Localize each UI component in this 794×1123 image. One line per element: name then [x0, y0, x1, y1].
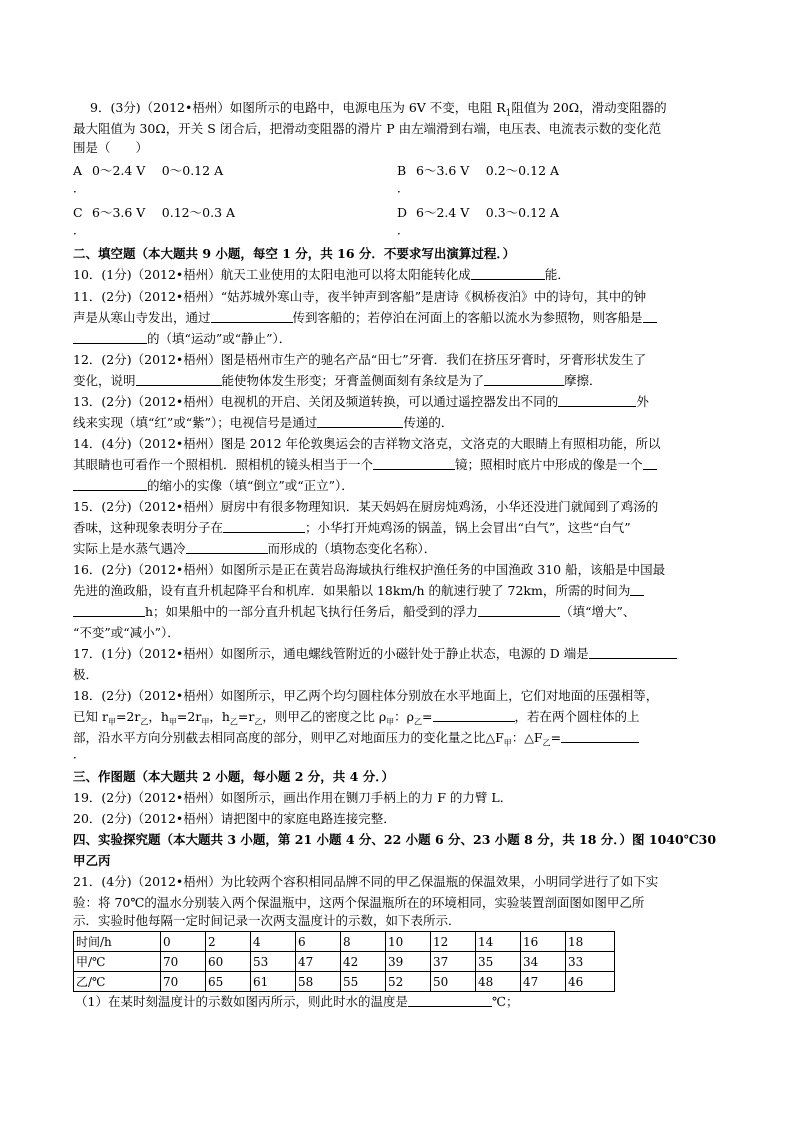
table-cell: 0	[161, 932, 206, 952]
q9-option-d[interactable]: 6～2.4 V 0.3～0.12 A	[416, 205, 560, 220]
table-cell: 47	[521, 972, 566, 992]
table-cell: 50	[431, 972, 476, 992]
q12-line-1: 12．(2分)（2012•梧州）图是梧州市生产的驰名产品“田七”牙膏．我们在挤压牙膏时，牙膏形状发生了	[73, 352, 647, 367]
q19: 19．(2分)（2012•梧州）如图所示，画出作用在铡刀手柄上的力 F 的力臂 L．	[73, 790, 513, 805]
q9-dot-c: ．	[73, 223, 86, 237]
table-cell: 46	[566, 972, 615, 992]
q18-line-1: 18．(2分)（2012•梧州）如图所示，甲乙两个均匀圆柱体分别放在水平地面上，它们对地面的压强相等，	[73, 688, 659, 703]
table-row-header: 时间/h	[74, 932, 161, 952]
q14-line-3: 的缩小的实像（填“倒立”或“正立”）．	[73, 479, 354, 493]
q9-option-b[interactable]: 6～3.6 V 0.2～0.12 A	[416, 163, 560, 178]
q13-blank-1[interactable]	[558, 395, 636, 407]
table-cell: 6	[296, 932, 341, 952]
q9-line-1: 9．(3分)（2012•梧州）如图所示的电路中，电源电压为 6V 不变，电阻 $R_1$阻值为 20Ω，滑动变阻器的	[90, 100, 667, 119]
q11-line-1: 11．(2分)（2012•梧州）“姑苏城外寒山寺，夜半钟声到客船”是唐诗《枫桥夜泊》中的诗句，其中的钟	[73, 289, 647, 304]
table-cell: 60	[206, 952, 251, 972]
section-4-heading: 四、实验探究题（本大题共 3 小题，第 21 小题 4 分、22 小题 6 分、23 小题 8 分，共 18 分．）图 1040℃30	[73, 832, 717, 847]
table-cell: 16	[521, 932, 566, 952]
q9-line-2: 最大阻值为 30Ω，开关 S 闭合后，把滑动变阻器的滑片 P 由左端滑到右端，电压表、电流表示数的变化范	[73, 121, 662, 136]
q11-blank-2-start[interactable]	[643, 311, 657, 323]
q11-blank-1[interactable]	[211, 311, 293, 323]
table-cell: 70	[161, 952, 206, 972]
q10: 10．(1分)（2012•梧州）航天工业使用的太阳电池可以将太阳能转化成 能．	[73, 267, 570, 282]
q9-option-c-letter[interactable]: C	[73, 205, 83, 220]
table-cell: 2	[206, 932, 251, 952]
q14-blank-2[interactable]	[73, 479, 147, 491]
section-2-heading: 二、填空题（本大题共 9 小题，每空 1 分，共 16 分．不要求写出演算过程．）	[73, 246, 516, 261]
q18-line-2: 已知 $r_甲=2r_乙$，$h_甲=2r_甲$，$h_乙=r_乙$，则甲乙的密度之比 $\rho_甲$：$\rho_乙=$ ，若在两个圆柱体的上	[73, 709, 640, 727]
table-cell: 35	[476, 952, 521, 972]
q13-line-2: 线来实现（填“红”或“紫”）；电视信号是通过 传递的．	[73, 415, 454, 430]
q17-line-1: 17．(1分)（2012•梧州）如图所示，通电螺线管附近的小磁针处于静止状态，电源的 D 端是	[73, 647, 677, 661]
q16-line-2: 先进的渔政船，设有直升机起降平台和机库．如果船以 18km/h 的航速行驶了 72km，所需的时间为	[73, 584, 644, 598]
table-cell: 37	[431, 952, 476, 972]
q15-blank-1[interactable]	[223, 521, 305, 533]
q17-line-2: 极．	[73, 667, 99, 682]
q9-dot-a: ．	[73, 181, 86, 195]
q14-blank-1[interactable]	[373, 458, 455, 470]
table-row-header: 乙/℃	[74, 972, 161, 992]
table-cell: 42	[341, 952, 386, 972]
q15-line-3: 实际上是水蒸气遇冷 而形成的（填物态变化名称）．	[73, 541, 437, 556]
q14-blank-2-start[interactable]	[643, 458, 657, 470]
q21-sub-1: （1）在某时刻温度计的示数如图丙所示，则此时水的温度是 ℃；	[75, 994, 519, 1009]
q14-line-1: 14．(4分)（2012•梧州）图是 2012 年伦敦奥运会的吉祥物文洛克，文洛克的大眼睛上有照相功能，所以	[73, 436, 661, 451]
q16-blank-1-start[interactable]	[630, 584, 644, 596]
table-cell: 39	[386, 952, 431, 972]
table-cell: 18	[566, 932, 615, 952]
q9-option-b-letter[interactable]: B	[397, 163, 407, 178]
q15-line-2: 香味，这种现象表明分子在 ；小华打开炖鸡汤的锅盖，锅上会冒出“白气”，这些“白气”	[73, 520, 631, 535]
table-cell: 8	[341, 932, 386, 952]
q18-blank-1[interactable]	[433, 710, 515, 722]
q11-line-3: 的（填“运动”或“静止”）．	[73, 332, 291, 346]
table-cell: 10	[386, 932, 431, 952]
table-cell: 70	[161, 972, 206, 992]
q18-blank-2[interactable]	[561, 731, 639, 743]
table-cell: 65	[206, 972, 251, 992]
q21-line-3: 示．实验时他每隔一定时间记录一次两支温度计的示数，如下表所示．	[73, 913, 461, 928]
q9-dot-b: ．	[397, 181, 410, 195]
q11-line-2: 声是从寒山寺发出，通过 传到客船的；若停泊在河面上的客船以流水为参照物，则客船是	[73, 311, 657, 325]
q16-line-4: “不变”或“减小”）．	[73, 625, 180, 640]
q9-option-a-letter[interactable]: A	[73, 163, 83, 178]
table-cell: 61	[251, 972, 296, 992]
q9-dot-d: ．	[397, 223, 410, 237]
q12-blank-1[interactable]	[136, 374, 222, 386]
q21-blank-1[interactable]	[408, 995, 492, 1007]
q15-blank-2[interactable]	[186, 542, 268, 554]
table-row	[74, 952, 615, 972]
table-row-header: 甲/℃	[74, 952, 161, 972]
table-cell: 58	[296, 972, 341, 992]
q16-blank-1[interactable]	[73, 605, 145, 617]
q9-option-c[interactable]: 6～3.6 V 0.12～0.3 A	[92, 205, 236, 220]
q17-blank-start[interactable]	[589, 647, 677, 659]
q10-blank[interactable]	[471, 268, 545, 280]
q21-line-1: 21．(4分)（2012•梧州）为比较两个容积相同品牌不同的甲乙保温瓶的保温效果，小明同学进行了如下实	[73, 874, 659, 889]
q20: 20．(2分)（2012•梧州）请把图中的家庭电路连接完整．	[73, 811, 396, 826]
table-cell: 4	[251, 932, 296, 952]
table-cell: 55	[341, 972, 386, 992]
table-cell: 52	[386, 972, 431, 992]
table-cell: 53	[251, 952, 296, 972]
q18-line-3: 部，沿水平方向分别截去相同高度的部分，则甲乙对地面压力的变化量之比$\triangle F_甲$：$\triangle F_乙=$	[73, 731, 639, 751]
q18-dot: ．	[73, 747, 86, 761]
table-row	[74, 932, 615, 952]
q9-line-3: 围是（ ）	[73, 140, 149, 155]
q9-option-d-letter[interactable]: D	[397, 205, 408, 220]
q14-line-2: 其眼睛也可看作一个照相机．照相机的镜头相当于一个 镜；照相时底片中形成的像是一个	[73, 458, 657, 472]
table-cell: 34	[521, 952, 566, 972]
table-cell: 47	[296, 952, 341, 972]
table-cell: 14	[476, 932, 521, 952]
q13-blank-2[interactable]	[317, 416, 403, 428]
q13-line-1: 13．(2分)（2012•梧州）电视机的开启、关闭及频道转换，可以通过遥控器发出不同的 外	[73, 394, 649, 409]
q12-line-2: 变化，说明 能使物体发生形变；牙膏盖侧面刻有条纹是为了 摩擦．	[73, 373, 602, 388]
table-cell: 12	[431, 932, 476, 952]
section-4-heading-cont: 甲乙丙	[73, 853, 111, 868]
table-cell: 48	[476, 972, 521, 992]
q16-line-3: h；如果船中的一部分直升机起飞执行任务后，船受到的浮力 （填“增大”、	[73, 605, 635, 619]
q12-blank-2[interactable]	[484, 374, 564, 386]
q11-blank-2[interactable]	[73, 332, 147, 344]
q21-line-2: 验：将 70℃的温水分别装入两个保温瓶中，这两个保温瓶所在的环境相同，实验装置剖面图如图甲乙所	[73, 895, 645, 910]
q16-line-1: 16．(2分)（2012•梧州）如图所示是正在黄岩岛海域执行维权护渔任务的中国渔政 310 船，该船是中国最	[73, 562, 666, 577]
q15-line-1: 15．(2分)（2012•梧州）厨房中有很多物理知识．某天妈妈在厨房炖鸡汤，小华还没进门就闻到了鸡汤的	[73, 499, 659, 514]
table-row	[74, 972, 615, 992]
section-3-heading: 三、作图题（本大题共 2 小题，每小题 2 分，共 4 分．）	[73, 769, 394, 784]
table-cell: 33	[566, 952, 615, 972]
q9-option-a[interactable]: 0～2.4 V 0～0.12 A	[92, 163, 224, 178]
temperature-table	[73, 931, 615, 992]
q16-blank-2[interactable]	[478, 605, 560, 617]
